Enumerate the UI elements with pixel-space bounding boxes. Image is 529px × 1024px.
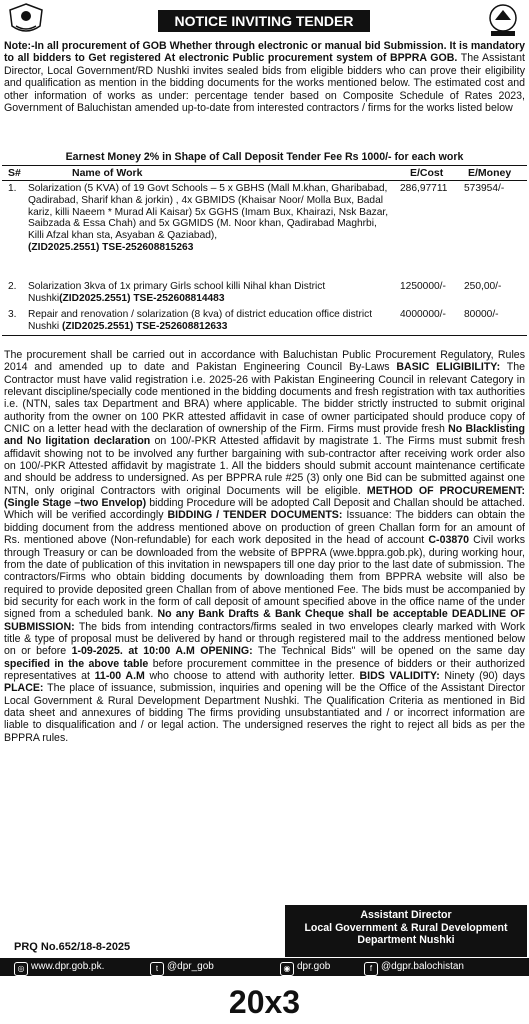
- row-work: Repair and renovation / solarization (8 kva) of district education office district Nushki (ZID2025.2551) TSE-252608812633: [28, 309, 373, 332]
- intro-paragraph: [4, 40, 525, 114]
- row-money: 80000/-: [464, 309, 499, 320]
- body-paragraph: The procurement shall be carried out in accordance with Baluchistan Public Procurement Regulatory, Rules 2014 and amended up to date and Pakistan Engineering Council By-Laws BASIC ELIGIBILITY: The Contractor must have valid registration i.e. 2025-26 with Pakistan Engineering Council in relevant Category in relevant discipline/specially code mentioned in the bidding documents and fresh registration with tax authorities i.e. (NTN, sales tax Department and BRA) where applicable. The bidder strictly instructed to submit original authority from the owner on 100 PKR attested affidavit in case of owner participated should produce copy of CNIC on a letter head with the declaration of ownership of the Firm. Firms must provide fresh No Blacklisting and No ligitation declaration on 100/-PKR Attested affidavit by magistrate 1. The Firms must submit fresh affidavit showing not to be involved any further bargaining with sub-contractor after receiving work order also on 100/-PKR Attested affidavit by magistrate 1. All the bidders should submit account maintenance certificate and should be address to undersigned. As per BPPRA rule #25 (3) only one Bid can be submitted against one NTN, only original Contractors with original Documents will be eligible. METHOD OF PROCUREMENT: (Single Stage –two Envelop) bidding Procedure will be adopted Call Deposit and Challan should be attached. Which will be verified accordingly BIDDING / TENDER DOCUMENTS: Issuance: The bidders can obtain the bidding document from the address mentioned above on production of green Challan form for an amount of Rs. mentioned above (Non-refundable) for each work deposited in the head of account C-03870 Civil works through Treasury or can be downloaded from the website of BPPRA (wwe.bppra.gob.pk), during working hour, from the date of publication of this invitation in newspapers till one day prior to the last date of submission. The contractors/Firms who obtain bidding documents by downloading them from BPPRA website will also be required to provide deposited green Challan from of above mentioned Fee. The bids must be accompanied by bid security for each work in the form of call deposit of amount specified above in the office name of the under signed from a scheduled bank. No any Bank Drafts & Bank Cheque shall be acceptable DEADLINE OF SUBMISSION: The bids from intending contractors/firms sealed in two envelopes clearly marked with Work title & type of proposal must be delivered by hand or through registered mail to the address mentioned below on or before 1-09-2025. at 10:00 A.M OPENING: The Technical Bids" will be opened on the same day specified in the above table before procurement committee in the presence of bidders or their authorized representatives at 11-00 A.M who choose to attend with authority letter. BIDS VALIDITY: Ninety (90) days PLACE: The place of issuance, submission, inquiries and opening will be the Office of the Assistant Director Local Government & Rural Development Department Nushki. The Qualification Criteria as mentioned in Bid data sheet and annexures of bidding The firms providing unsubstantiated and / or incorrect information are liable to disqualification and / or legal action. The undersigned reserves the right to reject all bids as per the BPPRA rules.: [4, 349, 526, 744]
- row-ref: (ZID2025.2551) TSE-252608815263: [28, 241, 194, 253]
- row-sno: 1.: [8, 183, 17, 194]
- row-ref: (ZID2025.2551) TSE-252608814483: [59, 292, 225, 304]
- row-ref: (ZID2025.2551) TSE-252608812633: [61, 320, 228, 332]
- row-sno: 3.: [8, 309, 17, 320]
- row-cost: 286,97711: [400, 183, 448, 194]
- col-money-header: E/Money: [468, 167, 512, 179]
- twitter-link[interactable]: t @dpr_gob: [150, 958, 214, 976]
- row-cost: 1250000/-: [400, 281, 446, 292]
- place-heading: PLACE:: [4, 682, 44, 695]
- publication-code: 20x3: [228, 984, 301, 1020]
- opening-heading: 1-09-2025. at 10:00 A.M OPENING:: [71, 645, 253, 658]
- method-of-procurement-heading: METHOD OF PROCUREMENT:: [366, 484, 526, 497]
- row-sno: 2.: [8, 281, 17, 292]
- bidding-documents-heading: BIDDING / TENDER DOCUMENTS:: [167, 509, 343, 522]
- row-work: Solarization (5 KVA) of 19 Govt Schools – 5 x GBHS (Mall M.khan, Gharibabad, Qadirabad, Sharif khan & jorkin) , 4x GBMIDS (Khaisar Noor/ Molla Bux, Badal kariz, killi Naeem * Murad Ali Kaisar) 5x GGHS (Imam Bux, Khairazi, Nsk Bazar, Saibzada & Essa Chah) and 5x GGMIDS (M. Noor khan, Qadirabad Maghrbi, Killi Afzal khan sta, Asyaban & Qaziabad), (ZID2025.2551) TSE-252608815263: [28, 183, 389, 253]
- row-money: 573954/-: [464, 183, 505, 194]
- twitter-icon: t: [150, 962, 164, 976]
- header: [0, 0, 529, 40]
- social-bar: [0, 958, 529, 976]
- col-sno-header: S#: [8, 167, 21, 179]
- bids-validity-heading: BIDS VALIDITY:: [359, 669, 440, 682]
- website-link[interactable]: ◎ www.dpr.gob.pk.: [14, 958, 104, 976]
- footer: [0, 905, 529, 957]
- col-cost-header: E/Cost: [410, 167, 444, 179]
- row-money: 250,00/-: [464, 281, 502, 292]
- works-table: [2, 165, 527, 336]
- table-row: [2, 181, 527, 279]
- facebook-icon: f: [364, 962, 378, 976]
- basic-eligibility-heading: BASIC ELIGIBILITY:: [396, 361, 501, 374]
- row-work: Solarization 3kva of 1x primary Girls school killi Nihal khan District Nushki(ZID2025.2551) TSE-252608814483: [28, 281, 326, 304]
- table-row: [2, 279, 527, 307]
- government-emblem-icon: [4, 2, 48, 38]
- col-work-header: Name of Work: [72, 167, 143, 179]
- globe-icon: ◎: [14, 962, 28, 976]
- signature-block: Assistant Director Local Government & Rural Development Department Nushki: [285, 905, 527, 957]
- bppra-emblem-icon: [481, 2, 525, 38]
- earnest-money-line: Earnest Money 2% in Shape of Call Deposit Tender Fee Rs 1000/- for each work: [65, 151, 464, 163]
- instagram-icon: ◉: [280, 962, 294, 976]
- instagram-link[interactable]: ◉ dpr.gob: [280, 958, 330, 976]
- page-title: NOTICE INVITING TENDER: [158, 10, 370, 32]
- intro-text: The Assistant Director, Local Government/RD Nushki invites sealed bids from eligible bidders who can prove their eligibility and qualification as mention in the bidding documents for the works mentioned below. The estimated cost and other information of works as under: percentage tender based on Composite Schedule of Rates 2023, Government of Baluchistan amended up-to-date from interested contractors / firms for the works listed below: [4, 52, 525, 115]
- table-row: [2, 307, 527, 335]
- intro-note: Note:-In all procurement of GOB Whether through electronic or manual bid Submission. It is mandatory to all bidders to Get registered At electronic Public procurement system of BPPRA GOB.: [4, 40, 525, 65]
- facebook-link[interactable]: f @dgpr.balochistan: [364, 958, 464, 976]
- table-header: [2, 166, 527, 181]
- row-cost: 4000000/-: [400, 309, 446, 320]
- prq-number: PRQ No.652/18-8-2025: [14, 941, 131, 953]
- deadline-heading: No any Bank Drafts & Bank Cheque shall be acceptable DEADLINE OF SUBMISSION:: [4, 608, 525, 633]
